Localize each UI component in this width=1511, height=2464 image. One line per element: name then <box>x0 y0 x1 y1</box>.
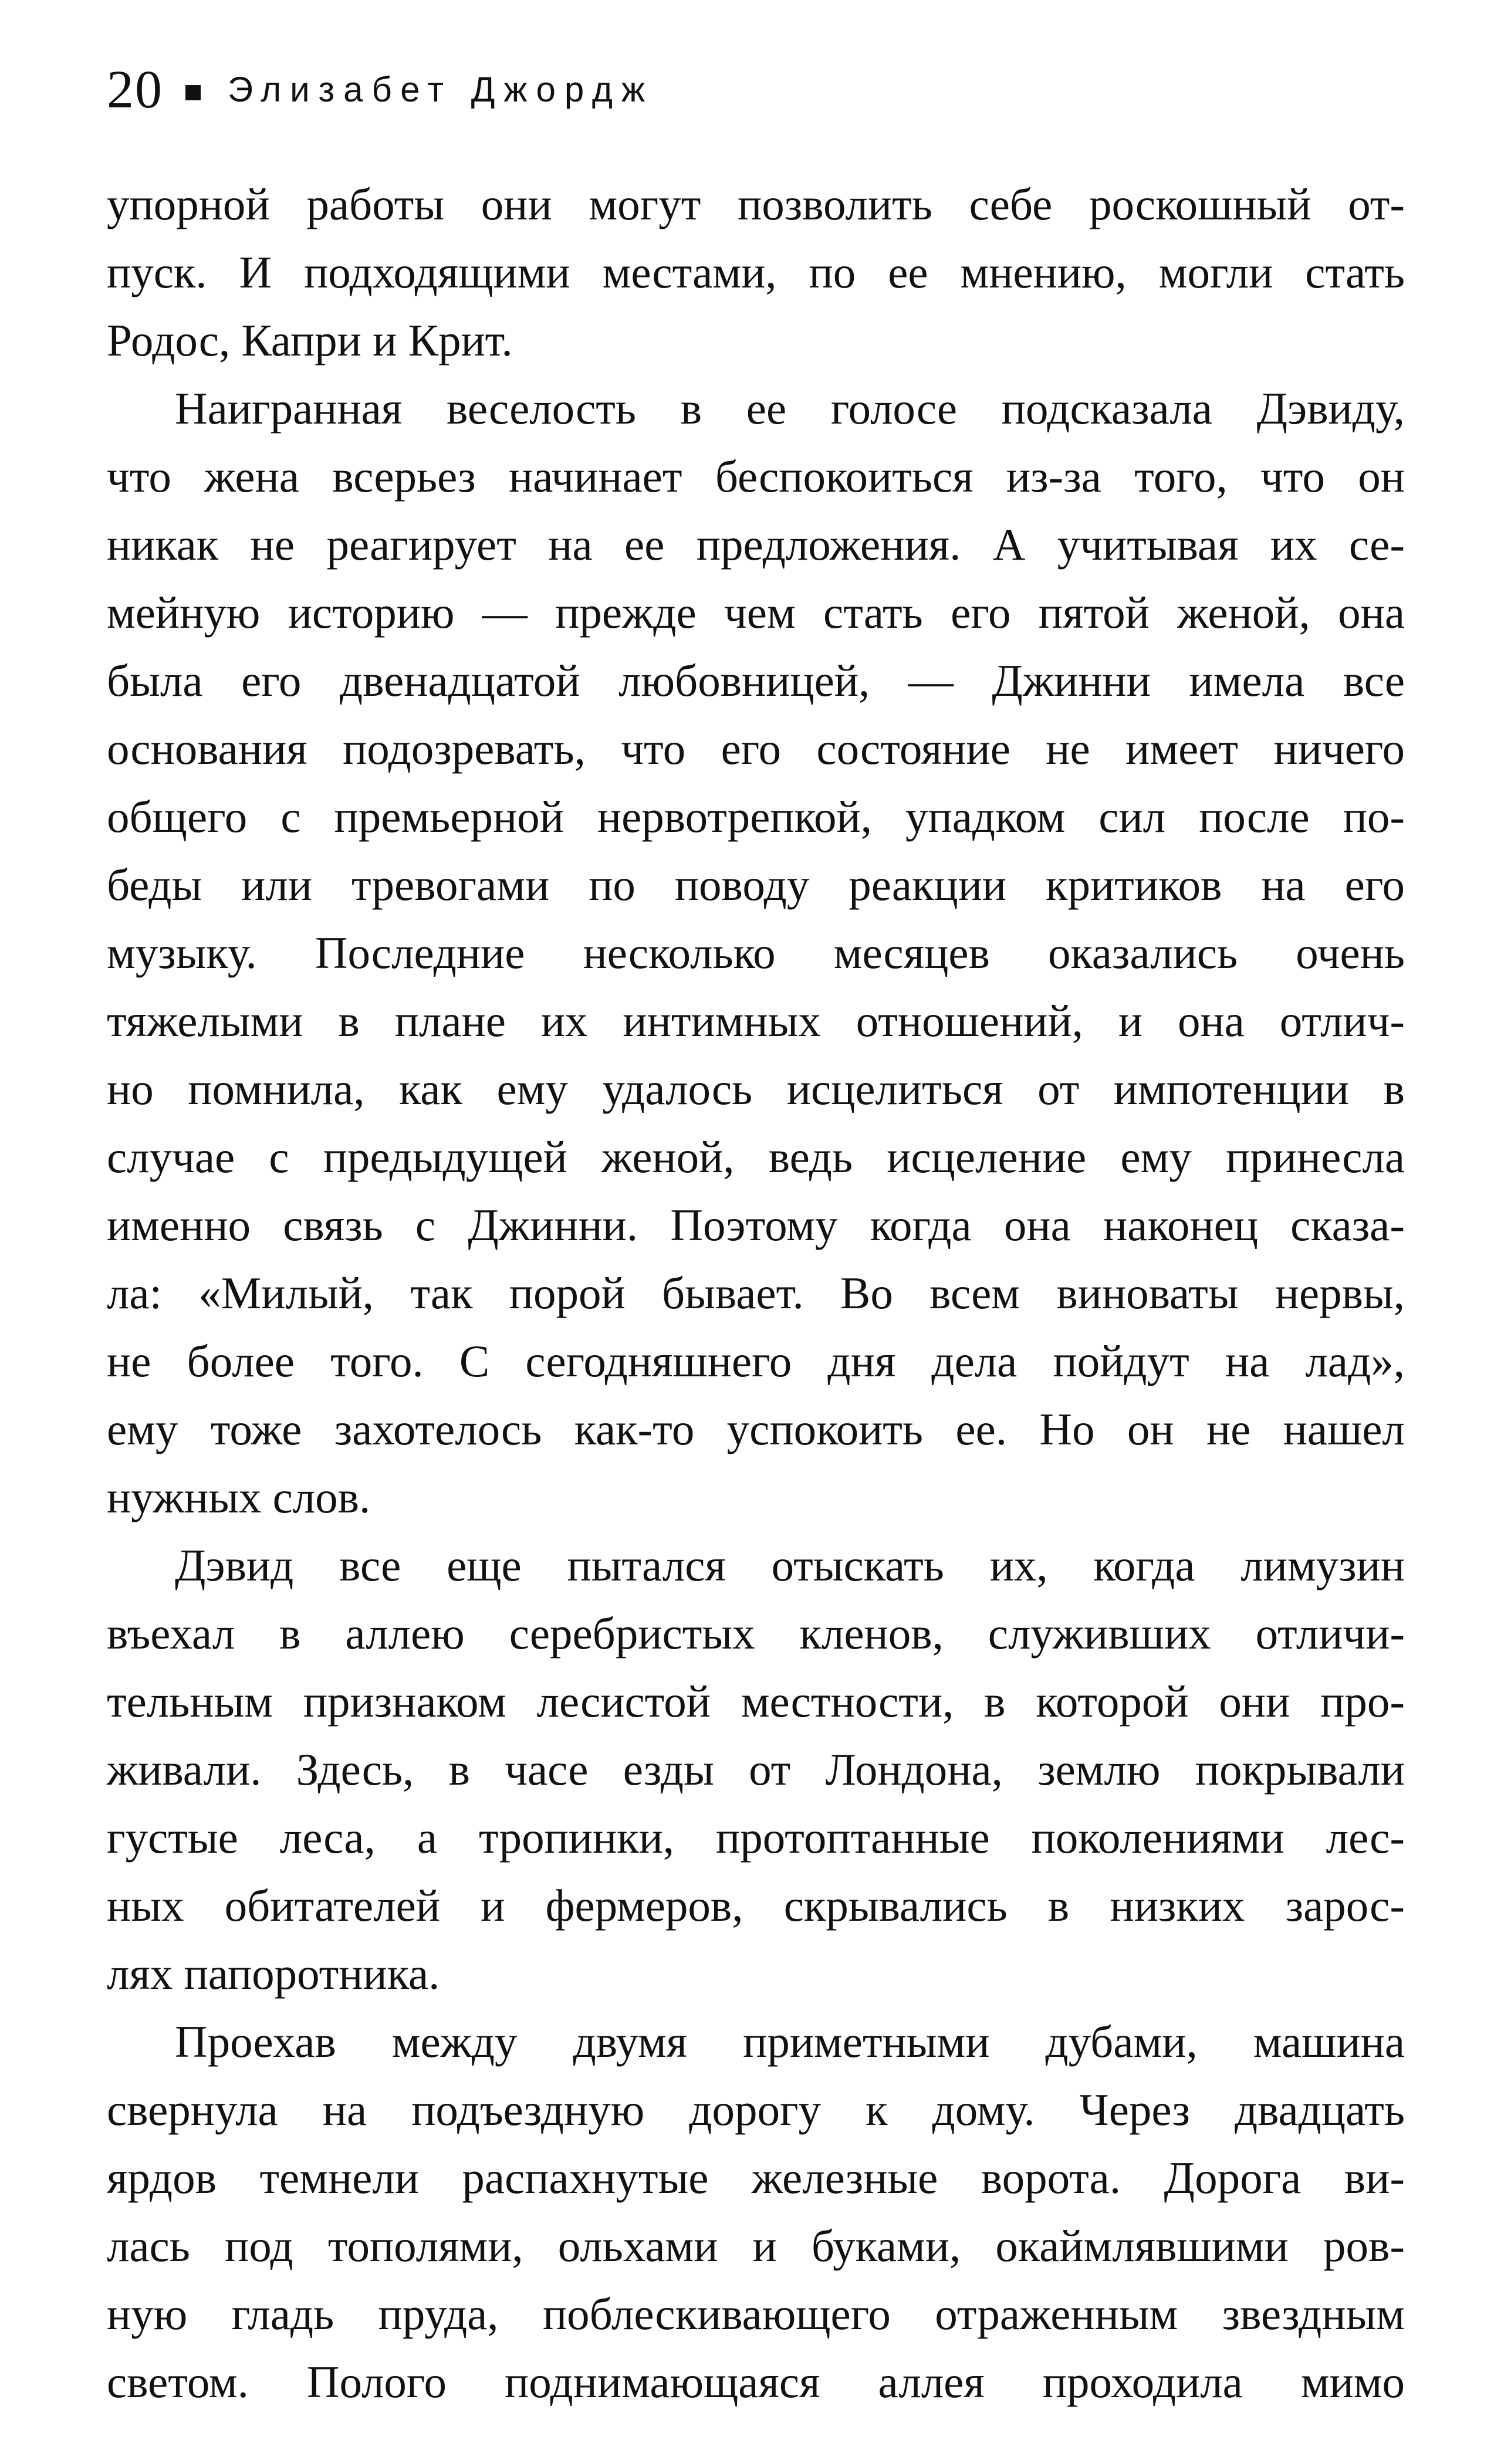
running-head-author: Элизабет Джордж <box>228 69 654 109</box>
paragraph <box>107 2008 1405 2416</box>
text-line: пуск. И подходящими местами, по ее мнению, могли стать <box>107 247 1405 297</box>
text-line: никак не реагирует на ее предложения. А учитывая их се- <box>107 519 1405 570</box>
text-line: ную гладь пруда, поблескивающего отраженным звездным <box>107 2289 1405 2339</box>
text-line: основания подозревать, что его состояние не имеет ничего <box>107 723 1405 774</box>
text-line: тяжелыми в плане их интимных отношений, и она отлич- <box>107 996 1405 1046</box>
paragraph <box>107 374 1405 1531</box>
text-line: ярдов темнели распахнутые железные ворота. Дорога ви- <box>107 2152 1405 2203</box>
text-line: Проехав между двумя приметными дубами, машина <box>175 2016 1405 2067</box>
text-line: мейную историю — прежде чем стать его пятой женой, она <box>107 587 1405 638</box>
text-line: Дэвид все еще пытался отыскать их, когда лимузин <box>175 1540 1405 1590</box>
text-line: свернула на подъездную дорогу к дому. Через двадцать <box>107 2084 1405 2135</box>
text-line: ему тоже захотелось как-то успокоить ее. Но он не нашел <box>107 1404 1405 1454</box>
text-line: не более того. С сегодняшнего дня дела пойдут на лад», <box>107 1336 1405 1386</box>
text-line: музыку. Последние несколько месяцев оказались очень <box>107 928 1405 978</box>
text-line: упорной работы они могут позволить себе роскошный от- <box>107 179 1405 229</box>
text-line: именно связь с Джинни. Поэтому когда она наконец сказа- <box>107 1200 1405 1250</box>
text-line: въехал в аллею серебристых кленов, служивших отличи- <box>107 1608 1405 1659</box>
text-line: случае с предыдущей женой, ведь исцеление ему принесла <box>107 1132 1405 1182</box>
text-line: лях папоротника. <box>107 1948 440 1999</box>
body-text <box>107 170 1405 2416</box>
text-line: светом. Полого поднимающаяся аллея проходила мимо <box>107 2357 1405 2407</box>
text-line: что жена всерьез начинает беспокоиться из-за того, что он <box>107 451 1405 502</box>
text-line: лась под тополями, ольхами и буками, окаймлявшими ров- <box>107 2221 1405 2271</box>
text-line: густые леса, а тропинки, протоптанные поколениями лес- <box>107 1812 1405 1863</box>
text-line: общего с премьерной нервотрепкой, упадком сил после по- <box>107 791 1405 842</box>
text-line: тельным признаком лесистой местности, в которой они про- <box>107 1676 1405 1727</box>
text-line: ла: «Милый, так порой бывает. Во всем виноваты нервы, <box>107 1268 1405 1318</box>
text-line: но помнила, как ему удалось исцелиться от импотенции в <box>107 1064 1405 1114</box>
page-number: 20 <box>107 59 163 119</box>
text-line: Наигранная веселость в ее голосе подсказала Дэвиду, <box>175 383 1405 434</box>
text-line: Родос, Капри и Крит. <box>107 315 513 365</box>
paragraph <box>107 1531 1405 2008</box>
text-line: живали. Здесь, в часе езды от Лондона, землю покрывали <box>107 1744 1405 1795</box>
text-line: нужных слов. <box>107 1472 371 1522</box>
text-line: была его двенадцатой любовницей, — Джинни имела все <box>107 655 1405 706</box>
text-line: ных обитателей и фермеров, скрывались в низких зарос- <box>107 1880 1405 1931</box>
square-bullet-icon <box>185 85 201 100</box>
text-line: беды или тревогами по поводу реакции критиков на его <box>107 859 1405 910</box>
running-head <box>107 54 654 124</box>
paragraph <box>107 170 1405 374</box>
